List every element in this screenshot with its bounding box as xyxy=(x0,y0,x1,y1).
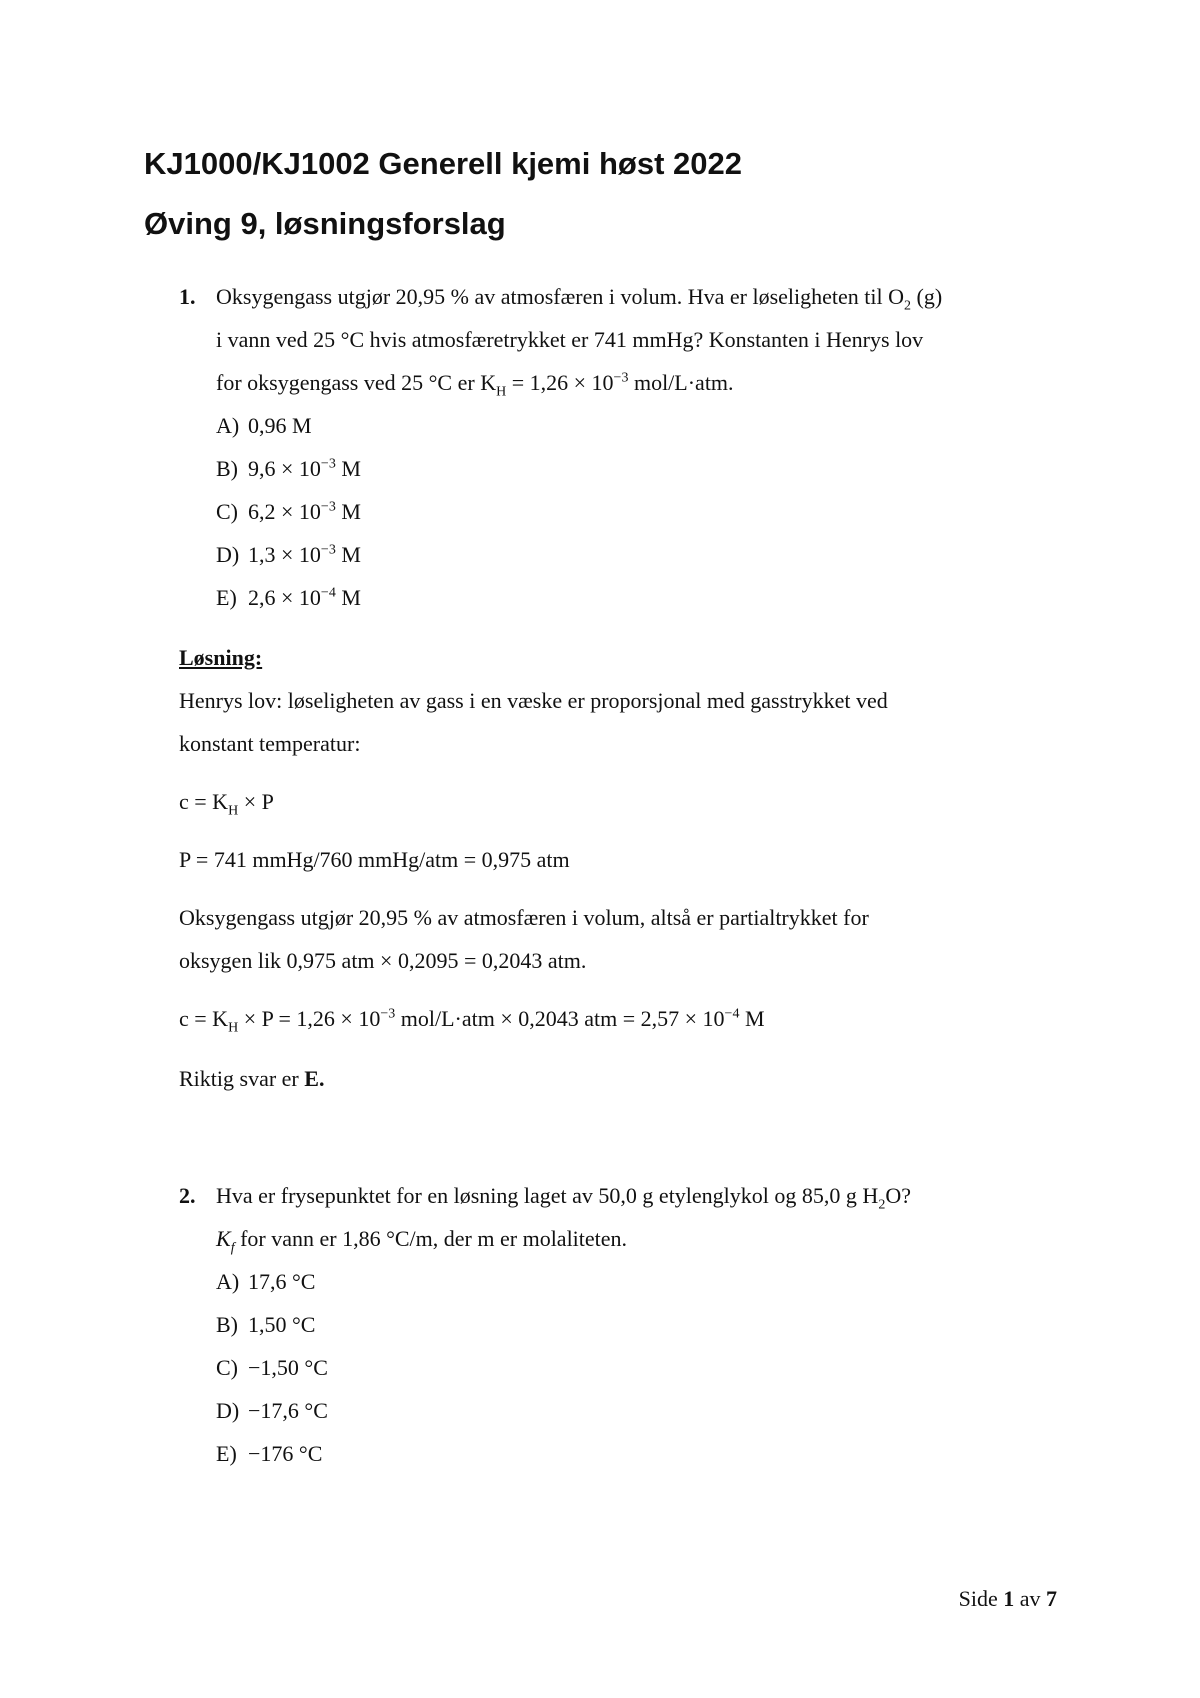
q1-option-a: A) 0,96 M xyxy=(216,413,312,438)
question-1-number: 1. xyxy=(179,284,196,309)
q1-option-d: D) $1,3 \times 10^{-3}$ M xyxy=(216,542,361,567)
question-1-line-1: Oksygengass utgjør 20,95 % av atmosfæren i volum. Hva er løseligheten til $O_2$ (g) xyxy=(216,284,943,314)
henry-law-line-1: Henrys lov: løseligheten av gass i en væske er proporsjonal med gasstrykket ved xyxy=(179,688,888,713)
henry-law-line-2: konstant temperatur: xyxy=(179,731,361,756)
q2-option-d: D) −17,6 °C xyxy=(216,1398,328,1423)
oxygen-line-2: oksygen lik 0,975 atm × 0,2095 = 0,2043 atm. xyxy=(179,948,587,973)
page-number: Side 1 av 7 xyxy=(958,1586,1057,1611)
q2-option-a: A) 17,6 °C xyxy=(216,1269,316,1294)
page-title: KJ1000/KJ1002 Generell kjemi høst 2022 xyxy=(144,146,742,181)
question-1-line-3: for oksygengass ved 25 °C er $K_H = 1,26 \times 10^{-3}$ mol/L·atm. xyxy=(216,370,734,400)
q2-option-b: B) 1,50 °C xyxy=(216,1312,316,1337)
q2-option-c: C) −1,50 °C xyxy=(216,1355,328,1380)
equation-3: $c = K_H \times P = 1,26 \times 10^{-3}$ mol/L·atm × 0,2043 atm = $2,57 \times 10^{-4}$ M xyxy=(179,1006,765,1036)
q1-option-c: C) $6,2 \times 10^{-3}$ M xyxy=(216,499,361,524)
oxygen-line-1: Oksygengass utgjør 20,95 % av atmosfæren i volum, altså er partialtrykket for xyxy=(179,905,869,930)
question-2-number: 2. xyxy=(179,1183,196,1208)
q1-option-e: E) $2,6 \times 10^{-4}$ M xyxy=(216,585,361,610)
equation-2: P = 741 mmHg/760 mmHg/atm = 0,975 atm xyxy=(179,847,570,872)
question-2-line-2: $K_f$ for vann er 1,86 °C/m, der m er molaliteten. xyxy=(216,1226,628,1256)
page-subtitle: Øving 9, løsningsforslag xyxy=(144,206,506,241)
q1-option-b: B) $9,6 \times 10^{-3}$ M xyxy=(216,456,361,481)
q2-option-e: E) −176 °C xyxy=(216,1441,323,1466)
correct-answer: Riktig svar er E. xyxy=(179,1066,325,1091)
question-2-line-1: Hva er frysepunktet for en løsning laget av 50,0 g etylenglykol og 85,0 g $H_2O$? xyxy=(216,1183,911,1213)
equation-1: $c = K_H \times P$ xyxy=(179,789,274,819)
question-1-line-2: i vann ved 25 °C hvis atmosfæretrykket er 741 mmHg? Konstanten i Henrys lov xyxy=(216,327,924,352)
solution-heading: Løsning: xyxy=(179,645,263,670)
